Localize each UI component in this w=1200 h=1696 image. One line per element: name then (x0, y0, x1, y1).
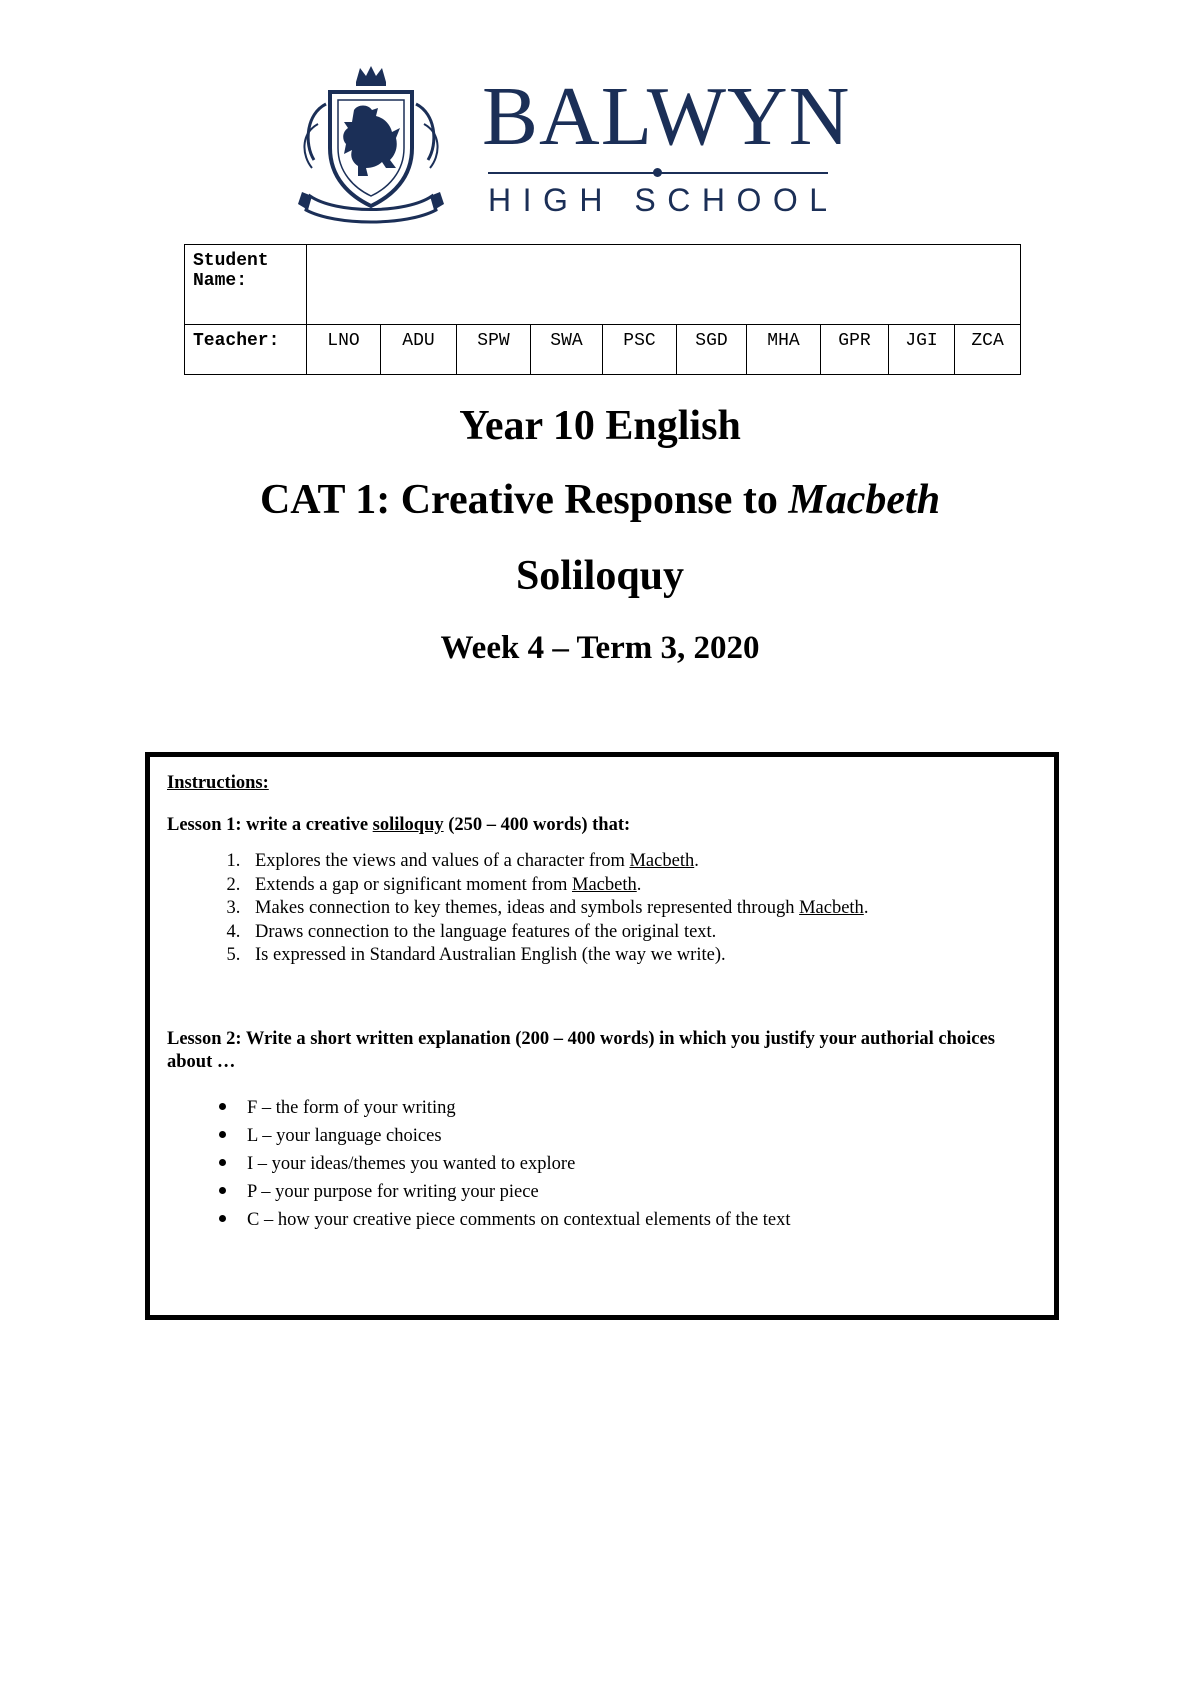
instructions-heading: Instructions: (167, 773, 269, 793)
teacher-option[interactable]: LNO (307, 325, 381, 375)
list-item: • C – how your creative piece comments on contextual elements of the text (239, 1205, 1042, 1233)
lesson1-heading-text: (250 – 400 words) that: (443, 814, 631, 835)
list-item (245, 850, 1042, 874)
school-logo (296, 64, 851, 226)
teacher-option[interactable]: SGD (677, 325, 747, 375)
teacher-option[interactable]: GPR (821, 325, 889, 375)
school-subtitle: HIGH SCHOOL (488, 182, 839, 218)
student-info-table (184, 244, 1021, 375)
list-item: • I – your ideas/themes you wanted to explore (239, 1149, 1042, 1177)
instructions-box (145, 752, 1059, 1320)
course-title: Year 10 English (459, 403, 741, 449)
list-item (245, 897, 1042, 921)
lesson1-heading-keyword: soliloquy (372, 814, 444, 835)
list-item-text: Makes connection to key themes, ideas and symbols represented through (255, 898, 800, 918)
lesson2-flipc-list (167, 1093, 1042, 1233)
list-item-text: Extends a gap or significant moment from (255, 874, 572, 895)
teacher-option[interactable]: ZCA (955, 325, 1021, 375)
task-title-text-italic: Macbeth (788, 477, 941, 523)
teacher-option[interactable]: JGI (889, 325, 955, 375)
list-item (245, 944, 1042, 968)
teacher-option[interactable]: PSC (603, 325, 677, 375)
school-crest-icon (296, 64, 446, 226)
list-item-end: . (694, 851, 699, 871)
list-item-end: . (636, 874, 642, 895)
list-item-text: Is expressed in Standard Australian English (the way we write). (255, 945, 726, 965)
task-title-text: CAT 1: Creative Response to (259, 477, 789, 523)
lesson2-heading: Lesson 2: Write a short written explanation (200 – 400 words) in which you justify your authorial choices about … (167, 1028, 995, 1072)
list-item-text: Draws connection to the language features of the original text. (255, 921, 717, 942)
list-item-ref: Macbeth (629, 851, 695, 871)
teacher-option[interactable]: SPW (457, 325, 531, 375)
task-date: Week 4 – Term 3, 2020 (440, 630, 760, 666)
list-item-text: Explores the views and values of a character from (255, 851, 630, 871)
list-item-end: . (863, 898, 869, 918)
list-item-ref: Macbeth (799, 898, 864, 918)
lesson1-heading (167, 814, 1042, 838)
task-title (0, 476, 1200, 524)
teacher-option[interactable]: SWA (531, 325, 603, 375)
student-name-field[interactable] (307, 245, 1021, 325)
list-item (245, 921, 1042, 945)
task-type: Soliloquy (515, 553, 685, 599)
school-name: BALWYN (482, 70, 851, 163)
student-name-label: Student Name: (185, 245, 307, 325)
teacher-option[interactable]: MHA (747, 325, 821, 375)
list-item: • L – your language choices (239, 1121, 1042, 1149)
list-item (245, 874, 1042, 898)
list-item: • P – your purpose for writing your piece (239, 1177, 1042, 1205)
teacher-option[interactable]: ADU (381, 325, 457, 375)
list-item: • F – the form of your writing (239, 1093, 1042, 1121)
lesson1-criteria-list (167, 850, 1042, 968)
logo-divider-dot (653, 168, 662, 177)
teacher-label: Teacher: (185, 325, 307, 375)
lesson1-heading-text: Lesson 1: write a creative (167, 814, 373, 835)
list-item-ref: Macbeth (572, 874, 637, 895)
